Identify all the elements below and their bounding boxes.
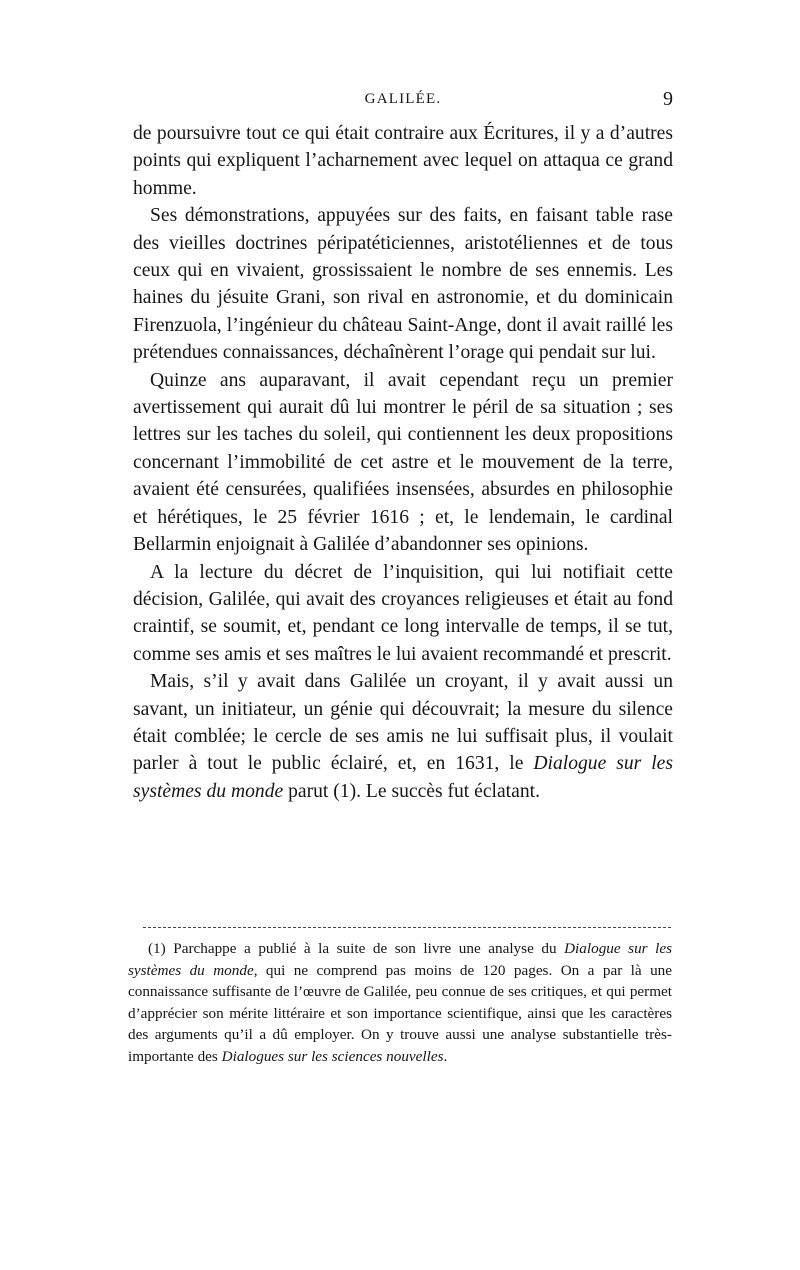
paragraph-3: Quinze ans auparavant, il avait cependant reçu un premier avertissement qui aurait dû lui montrer le péril de sa situation ; ses lettres sur les taches du soleil, qui contiennent les deux propositions concernant l’immobilité de cet astre et le mouvement de la terre, avaient été censurées, qualifiées insensées, absurdes en philosophie et hérétiques, le 25 février 1616 ; et, le lendemain, le cardinal Bellarmin enjoignait à Galilée d’abandonner ses opinions. (133, 369, 673, 556)
paragraph-5 (133, 668, 673, 805)
running-head (133, 89, 673, 115)
paragraph-2: Ses démonstrations, appuyées sur des faits, en faisant table rase des vieilles doctrines péripatéticiennes, aristotéliennes et de tous ceux qui en vivaient, grossissaient le nombre de ses ennemis. Les haines du jésuite Grani, son rival en astronomie, et du dominicain Firenzuola, l’ingénieur du château Saint-Ange, dont il avait raillé les prétendues connaissances, déchaînèrent l’orage qui pendait sur lui. (133, 205, 673, 364)
paragraph-4: A la lecture du décret de l’inquisition, qui lui notifiait cette décision, Galilée, qui avait des croyances religieuses et était au fond craintif, se soumit, et, pendant ce long intervalle de temps, il se tut, comme ses amis et ses maîtres le lui avaient recommandé et prescrit. (133, 561, 673, 665)
footnote-text-c: . (443, 1047, 448, 1065)
footnote-separator (143, 927, 671, 928)
footnote-book-title-1: Dialogue sur les systèmes du monde (128, 940, 672, 979)
body-text (133, 120, 673, 805)
footnote-book-title-2: Dialogues sur les sciences nouvelles (221, 1047, 444, 1065)
footnote (128, 938, 672, 1068)
paragraph-5-book-title: Dialogue sur les systèmes du monde (133, 753, 673, 802)
footnote-text-a: (1) Parchappe a publié à la suite de son livre une analyse du (148, 940, 565, 957)
page-number: 9 (663, 88, 673, 110)
paragraph-5-text-b: parut (1). Le succès fut éclatant. (283, 780, 540, 802)
footnote-text-b: , qui ne comprend pas moins de 120 pages. On a par là une connaissance suffisante de l’œuvre de Galilée, peu connue de ses critiques, et qui permet d’apprécier son mérite littéraire et son importance scientifique, ainsi que les caractères des arguments qu’il a dû employer. On y trouve aussi une analyse substantielle très-importante des (128, 961, 672, 1065)
running-title: GALILÉE. (364, 91, 442, 107)
paragraph-1: de poursuivre tout ce qui était contraire aux Écritures, il y a d’autres points qui expliquent l’acharnement avec lequel on attaqua ce grand homme. (133, 123, 673, 199)
paragraph-5-text-a: Mais, s’il y avait dans Galilée un croyant, il y avait aussi un savant, un initiateur, un génie qui découvrait; la mesure du silence était comblée; le cercle de ses amis ne lui suffisait plus, il voulait parler à tout le public éclairé, et, en 1631, le (133, 671, 673, 775)
footnote-paragraph (128, 938, 672, 1068)
